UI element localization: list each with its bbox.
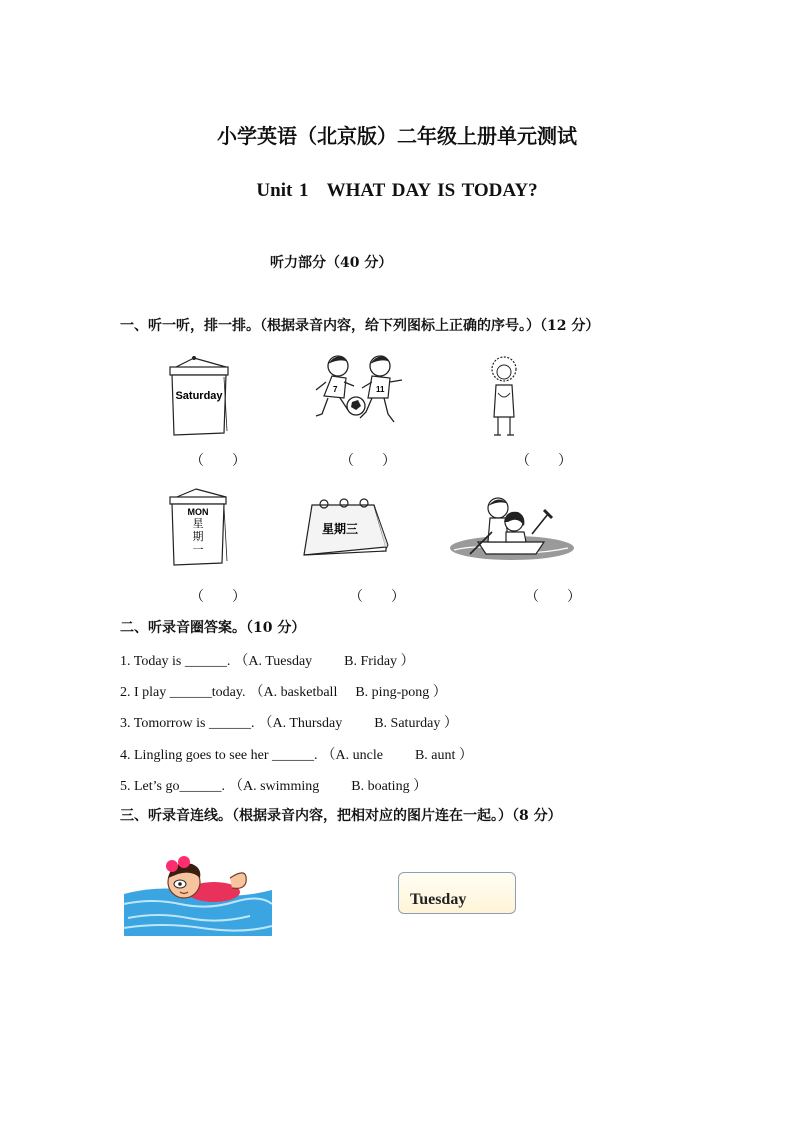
unit-topic: WHAT DAY IS TODAY? [326, 180, 538, 201]
answer-blank-6[interactable]: （ ） [525, 589, 581, 605]
listening-part-heading: 听力部分（40 分） [270, 255, 393, 271]
question-4-option-a[interactable]: （A. uncle [321, 748, 383, 763]
question-1 [120, 650, 415, 670]
svg-text:11: 11 [376, 385, 385, 394]
tuesday-word-card[interactable] [398, 872, 516, 914]
boys-playing-football-icon [308, 352, 408, 430]
monday-calendar-icon [164, 487, 234, 569]
grandmother-icon [484, 355, 524, 440]
saturday-calendar-icon [164, 355, 234, 440]
answer-blank-3[interactable]: （ ） [516, 453, 572, 469]
mon-label: MON [187, 507, 209, 517]
wednesday-label: 星期三 [321, 522, 359, 536]
section2-heading: 二、听录音圈答案。（10 分） [120, 620, 306, 636]
question-4-stem: 4. Lingling goes to see her ______. [120, 748, 318, 763]
tuesday-word-label: Tuesday [410, 891, 467, 908]
question-5 [120, 775, 427, 795]
page-title: 小学英语（北京版）二年级上册单元测试 [217, 124, 577, 148]
unit-number: Unit 1 [256, 180, 309, 201]
mon-cn-3: 一 [192, 543, 204, 556]
question-2 [120, 681, 447, 701]
mon-cn-2: 期 [192, 530, 204, 543]
section3-heading: 三、听录音连线。（根据录音内容，把相对应的图片连在一起。）（8 分） [120, 808, 562, 824]
question-5-option-b[interactable]: B. boating ） [351, 779, 428, 794]
section1-heading: 一、听一听，排一排。（根据录音内容，给下列图标上正确的序号。）（12 分） [120, 318, 600, 334]
girl-swimming-icon[interactable] [122, 848, 274, 940]
saturday-label: Saturday [175, 390, 223, 402]
question-5-option-a[interactable]: （A. swimming [229, 779, 320, 794]
question-4 [120, 744, 473, 764]
answer-blank-5[interactable]: （ ） [349, 589, 405, 605]
question-1-option-b[interactable]: B. Friday ） [344, 654, 415, 669]
question-2-option-b[interactable]: B. ping-pong ） [355, 685, 447, 700]
question-1-stem: 1. Today is ______. [120, 654, 231, 669]
question-3-option-a[interactable]: （A. Thursday [258, 716, 343, 731]
question-2-option-a[interactable]: （A. basketball [249, 685, 338, 700]
answer-blank-4[interactable]: （ ） [190, 589, 246, 605]
question-4-option-b[interactable]: B. aunt ） [414, 748, 473, 763]
unit-subtitle [0, 180, 794, 202]
kids-boating-icon [448, 492, 576, 564]
question-3-option-b[interactable]: B. Saturday ） [374, 716, 458, 731]
svg-text:7: 7 [333, 385, 338, 394]
wednesday-desk-calendar-icon [300, 497, 392, 563]
question-3-stem: 3. Tomorrow is ______. [120, 716, 255, 731]
question-2-stem: 2. I play ______today. [120, 685, 246, 700]
mon-cn-1: 星 [192, 517, 204, 530]
question-5-stem: 5. Let’s go______. [120, 779, 225, 794]
question-3 [120, 712, 458, 732]
question-1-option-a[interactable]: （A. Tuesday [234, 654, 313, 669]
answer-blank-1[interactable]: （ ） [190, 453, 246, 469]
answer-blank-2[interactable]: （ ） [340, 453, 396, 469]
